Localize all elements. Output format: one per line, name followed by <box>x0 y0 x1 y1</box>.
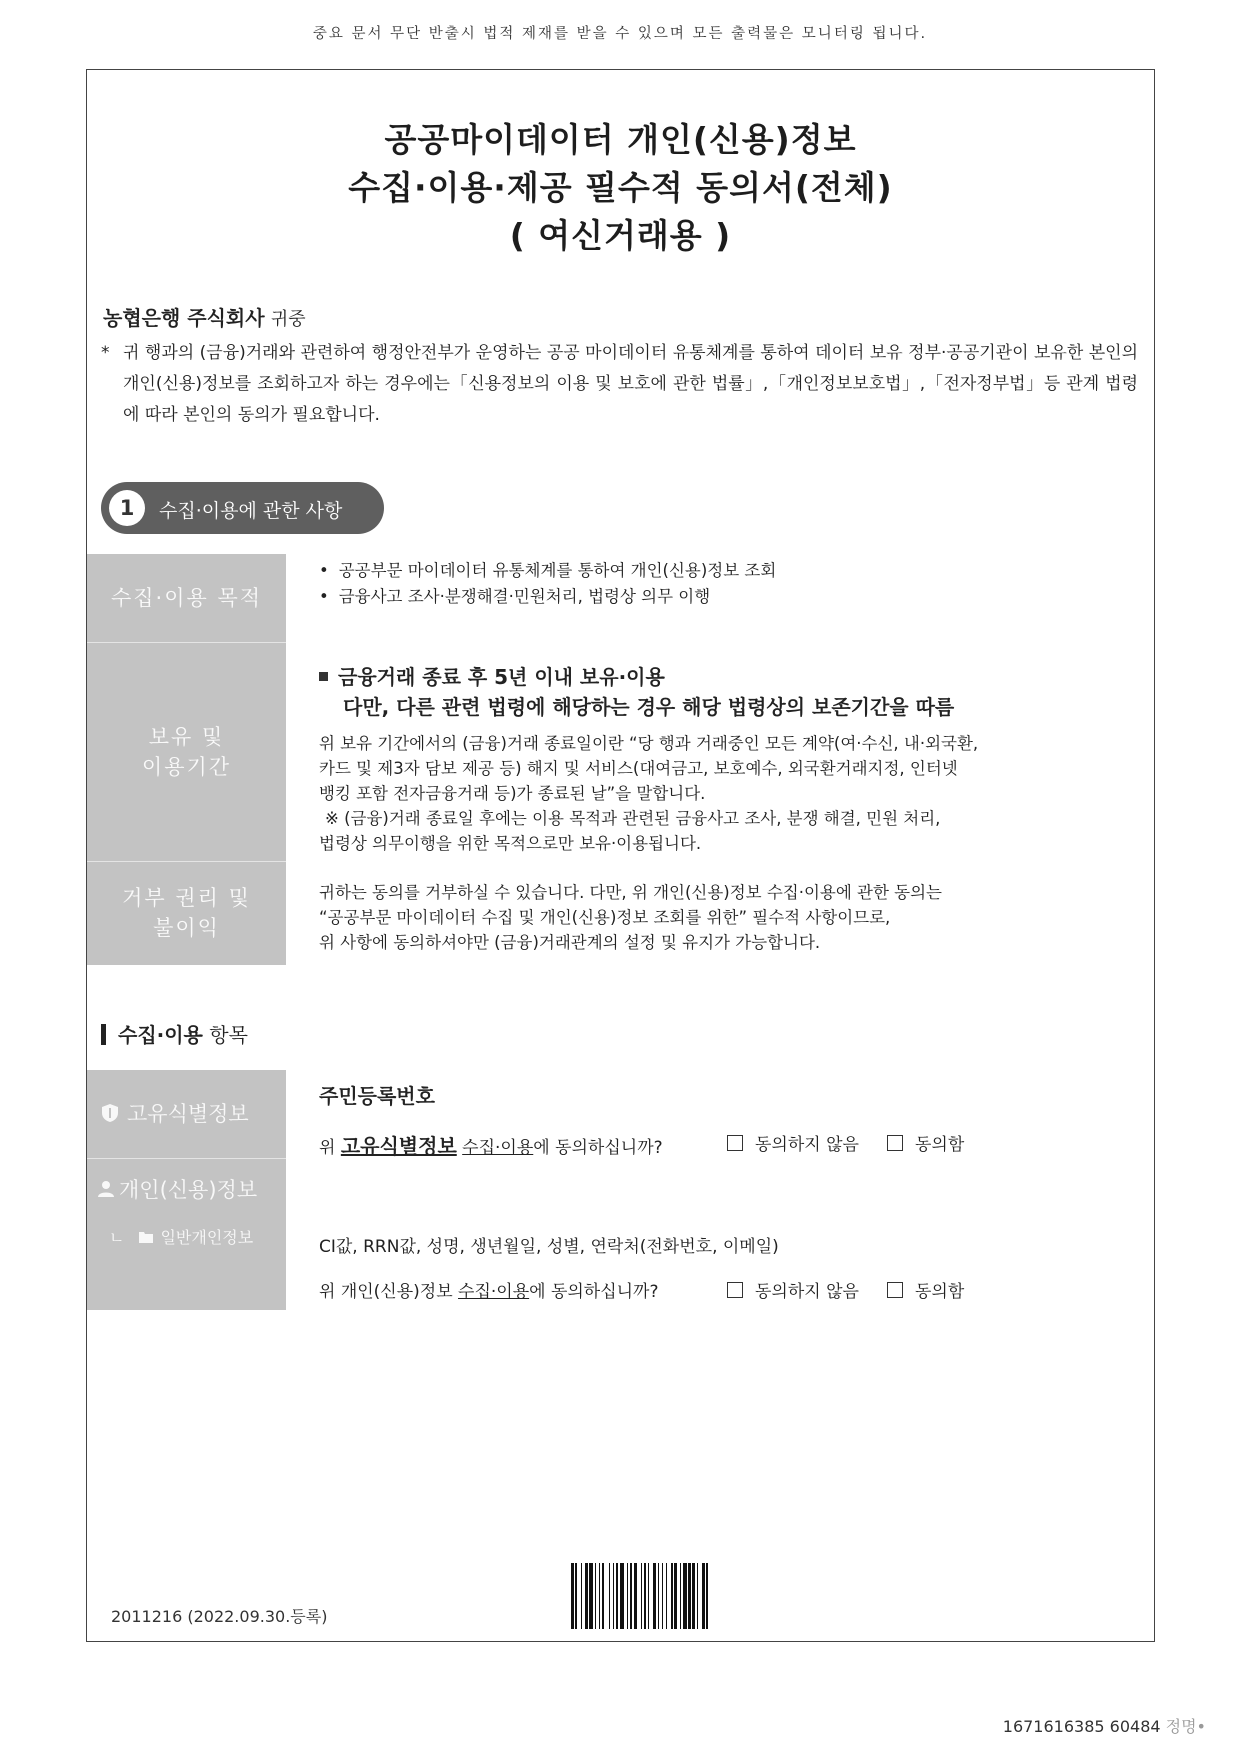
form-code: 2011216 (2022.09.30.등록) <box>111 1607 328 1626</box>
document-serial: 1671616385 60484 <box>1002 1717 1161 1736</box>
title-line-3: ( 여신거래용 ) <box>509 216 732 255</box>
intro-text: 귀 행과의 (금융)거래와 관련하여 행정안전부가 운영하는 공공 마이데이터 유통체계를 통하여 데이터 보유 정부·공공기관이 보유한 본인의 개인(신용)정보를 조회하고자 하는 경우에는「신용정보의 이용 및 보호에 관한 법률」,「개인정보보호법」,「전자정부법」등 관계 법령에 따라 본인의 동의가 필요합니다. <box>123 343 1138 425</box>
shield-icon <box>101 1103 119 1123</box>
purpose-list <box>319 558 776 610</box>
addressee-suffix: 귀중 <box>270 309 306 330</box>
label-divider <box>87 1158 286 1159</box>
intro-notice <box>101 338 1138 431</box>
heading-bar-icon <box>101 1024 106 1045</box>
purpose-item: • 금융사고 조사·분쟁해결·민원처리, 법령상 의무 이행 <box>319 584 776 610</box>
purpose-label: 수집·이용 목적 <box>110 586 263 610</box>
personal-info-question: 위 개인(신용)정보 수집·이용에 동의하십니까? <box>319 1282 659 1302</box>
purpose-item: • 공공부문 마이데이터 유통체계를 통하여 개인(신용)정보 조회 <box>319 558 776 584</box>
general-info-label: ㄴ 일반개인정보 <box>109 1228 254 1247</box>
person-icon <box>97 1180 115 1198</box>
section-number-badge: 1 <box>109 490 145 526</box>
agree-checkbox[interactable] <box>887 1282 903 1298</box>
disagree-checkbox[interactable] <box>727 1282 743 1298</box>
title-line-1: 공공마이데이터 개인(신용)정보 <box>384 120 857 159</box>
title-line-2: 수집·이용·제공 필수적 동의서(전체) <box>348 168 893 207</box>
items-section-heading: 수집·이용 항목 <box>101 1019 248 1048</box>
barcode <box>571 1563 787 1629</box>
document-serial-line <box>1003 1714 1206 1737</box>
document-frame <box>86 69 1155 1642</box>
section-1-label-column <box>87 554 286 965</box>
agree-checkbox[interactable] <box>887 1135 903 1151</box>
personal-agree-option[interactable]: 동의함 <box>887 1277 964 1302</box>
retention-period <box>319 662 954 722</box>
refusal-paragraph: 귀하는 동의를 거부하실 수 있습니다. 다만, 위 개인(신용)정보 수집·이용에 관한 동의는 “공공부문 마이데이터 수집 및 개인(신용)정보 조회를 위한” 필수적 사항이므로, 위 사항에 동의하셔야만 (금융)거래관계의 설정 및 유지가 가능합니다. <box>319 883 942 952</box>
unique-id-label: 고유식별정보 <box>87 1098 300 1128</box>
personal-disagree-option[interactable]: 동의하지 않음 <box>727 1277 859 1302</box>
folder-icon <box>138 1230 154 1244</box>
section-1-header <box>101 482 384 534</box>
refusal-label: 거부 권리 및 불이익 <box>122 886 251 940</box>
retention-paragraph: 위 보유 기간에서의 (금융)거래 종료일이란 “당 행과 거래중인 모든 계약(여·수신, 내·외국환, 카드 및 제3자 담보 제공 등) 해지 및 서비스(대여금고, 보호예수, 외국환거래지정, 인터넷 뱅킹 포함 전자금융거래 등)가 종료된 날”을 말합니다. ※ (금융)거래 종료일 후에는 이용 목적과 관련된 금융사고 조사, 분쟁 해결, 민원 처리, 법령상 의무이행을 위한 목적으로만 보유·이용됩니다. <box>319 734 979 853</box>
section-1-title: 수집·이용에 관한 사항 <box>159 500 343 522</box>
disagree-checkbox[interactable] <box>727 1135 743 1151</box>
retention-label: 보유 및 이용기간 <box>141 724 232 779</box>
retention-bold-2: 다만, 다른 관련 법령에 해당하는 경우 해당 법령상의 보존기간을 따름 <box>343 695 955 719</box>
header-notice: 중요 문서 무단 반출시 법적 제재를 받을 수 있으며 모든 출력물은 모니터링 됩니다. <box>312 26 928 42</box>
unique-agree-option[interactable]: 동의함 <box>887 1130 964 1155</box>
retention-bold-1: 금융거래 종료 후 5년 이내 보유·이용 <box>338 665 665 689</box>
square-bullet-icon <box>319 672 328 681</box>
intro-star: * <box>101 343 110 363</box>
addressee <box>103 302 306 331</box>
stamp-mark: 정명• <box>1165 1717 1206 1736</box>
items-label-column <box>87 1070 286 1310</box>
unique-disagree-option[interactable]: 동의하지 않음 <box>727 1130 859 1155</box>
unique-id-question: 위 고유식별정보 수집·이용에 동의하십니까? <box>319 1134 663 1158</box>
personal-info-items: CI값, RRN값, 성명, 생년월일, 성별, 연락처(전화번호, 이메일) <box>319 1237 779 1257</box>
personal-info-label: 개인(신용)정보 <box>87 1174 296 1204</box>
rrn-item: 주민등록번호 <box>319 1084 435 1108</box>
addressee-name: 농협은행 주식회사 <box>103 306 265 330</box>
